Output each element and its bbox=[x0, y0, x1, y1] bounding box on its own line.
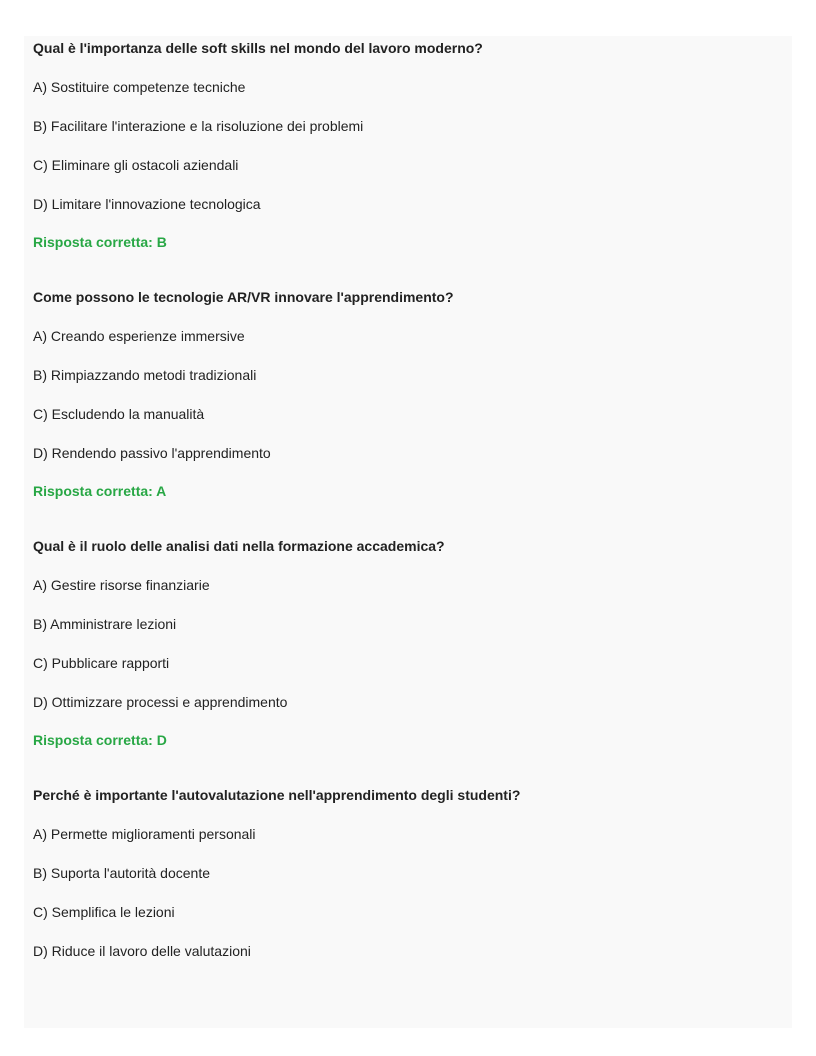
option-a: A) Sostituire competenze tecniche bbox=[33, 79, 246, 95]
option-c: C) Escludendo la manualità bbox=[33, 406, 205, 422]
option-d: D) Riduce il lavoro delle valutazioni bbox=[33, 943, 251, 959]
quiz-panel bbox=[24, 36, 792, 1028]
option-b: B) Suporta l'autorità docente bbox=[33, 865, 211, 881]
question-block-1 bbox=[33, 36, 792, 252]
option-b: B) Facilitare l'interazione e la risoluzione dei problemi bbox=[33, 118, 364, 134]
option-b: B) Rimpiazzando metodi tradizionali bbox=[33, 367, 257, 383]
option-a: A) Permette miglioramenti personali bbox=[33, 826, 256, 842]
question-block-3 bbox=[33, 534, 792, 750]
correct-answer: Risposta corretta: D bbox=[33, 732, 167, 748]
option-a: A) Gestire risorse finanziarie bbox=[33, 577, 210, 593]
correct-answer: Risposta corretta: B bbox=[33, 234, 167, 250]
option-c: C) Pubblicare rapporti bbox=[33, 655, 170, 671]
option-d: D) Rendendo passivo l'apprendimento bbox=[33, 445, 271, 461]
option-b: B) Amministrare lezioni bbox=[33, 616, 177, 632]
question-text: Come possono le tecnologie AR/VR innovare l'apprendimento? bbox=[33, 289, 454, 305]
correct-answer: Risposta corretta: A bbox=[33, 483, 167, 499]
option-c: C) Eliminare gli ostacoli aziendali bbox=[33, 157, 239, 173]
option-a: A) Creando esperienze immersive bbox=[33, 328, 245, 344]
question-text: Qual è il ruolo delle analisi dati nella formazione accademica? bbox=[33, 538, 445, 554]
option-c: C) Semplifica le lezioni bbox=[33, 904, 175, 920]
quiz-list bbox=[24, 36, 792, 961]
question-block-2 bbox=[33, 285, 792, 501]
question-text: Perché è importante l'autovalutazione nell'apprendimento degli studenti? bbox=[33, 787, 521, 803]
question-text: Qual è l'importanza delle soft skills nel mondo del lavoro moderno? bbox=[33, 40, 483, 56]
option-d: D) Ottimizzare processi e apprendimento bbox=[33, 694, 288, 710]
option-d: D) Limitare l'innovazione tecnologica bbox=[33, 196, 261, 212]
question-block-4 bbox=[33, 783, 792, 961]
